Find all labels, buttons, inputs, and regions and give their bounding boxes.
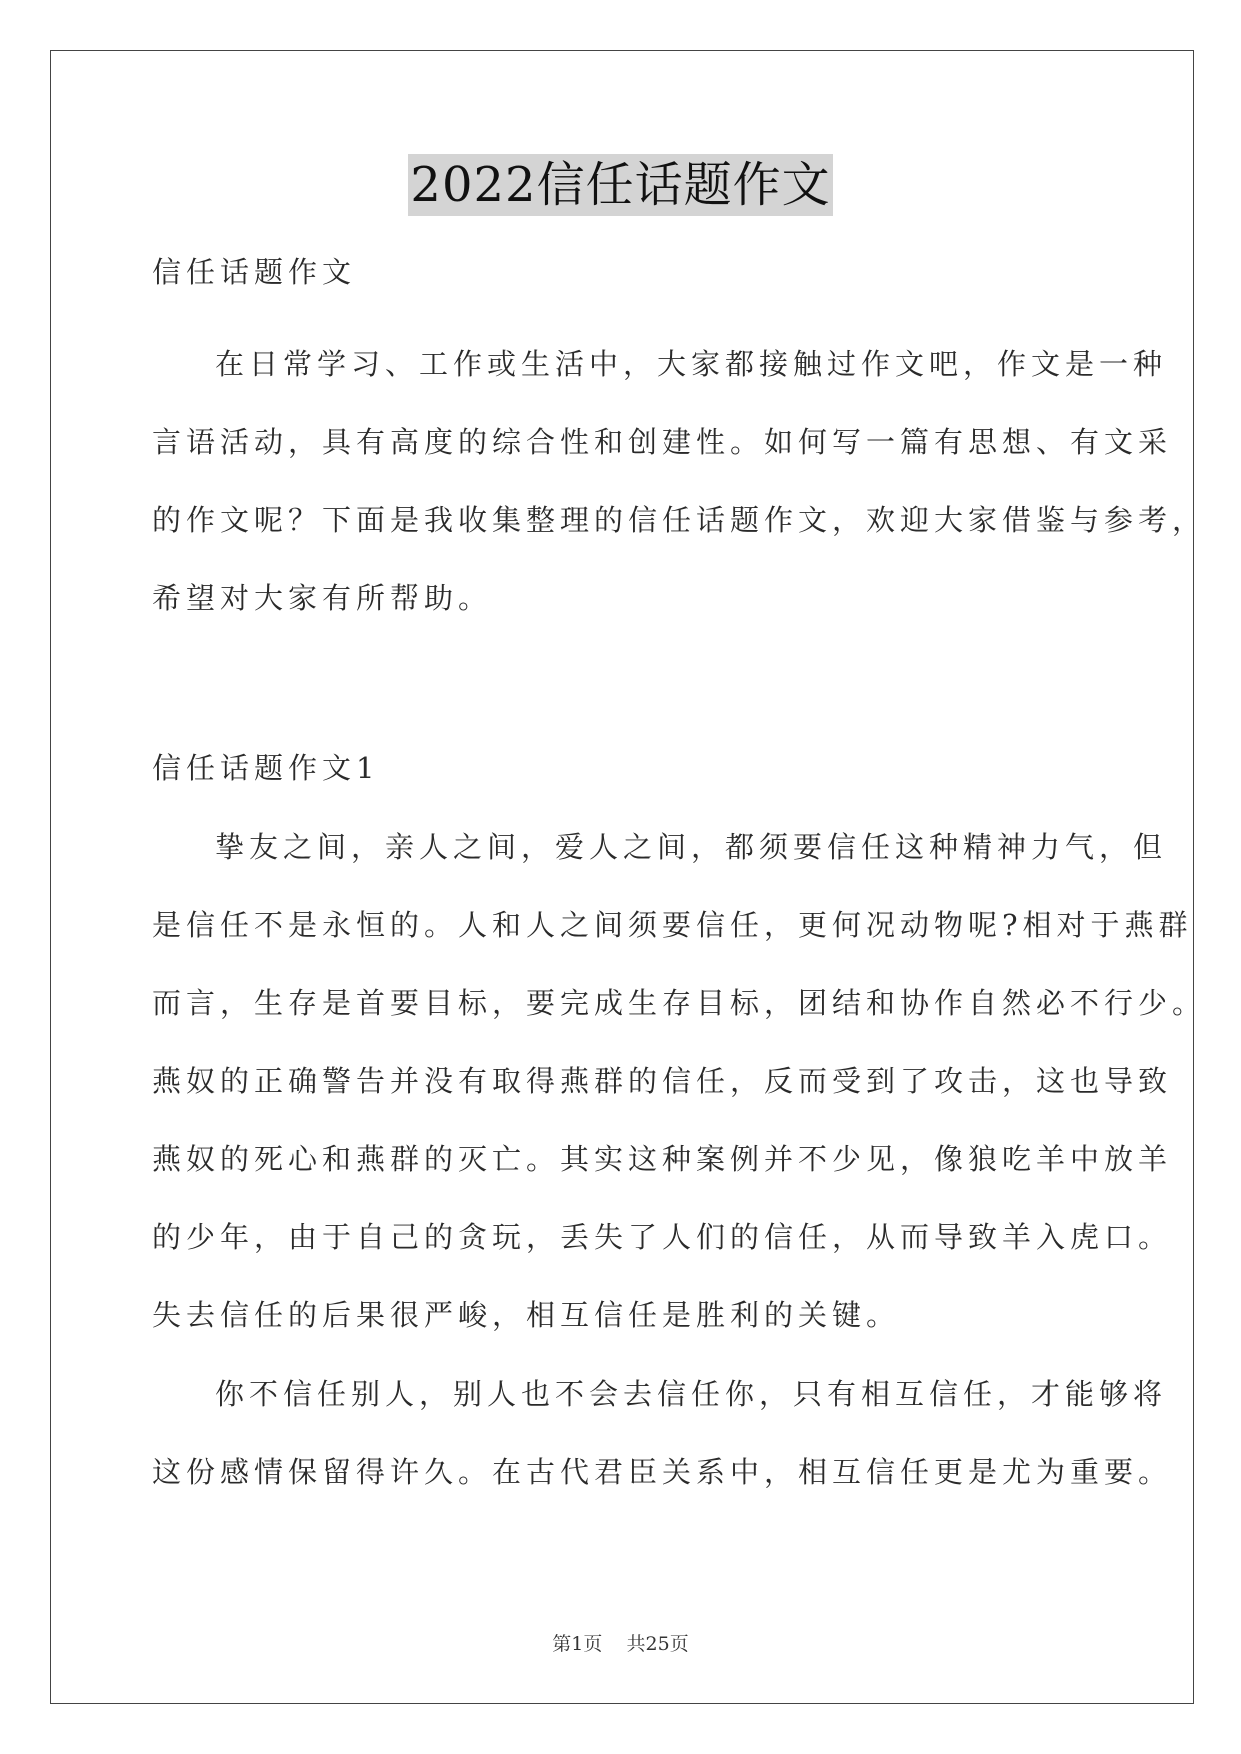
paragraph-line: 失去信任的后果很严峻，相互信任是胜利的关键。 xyxy=(152,1298,901,1332)
footer-total-suffix: 页 xyxy=(669,1633,689,1655)
footer-page-number: 1 xyxy=(571,1633,584,1655)
page-footer xyxy=(0,1632,1241,1656)
paragraph-line: 你不信任别人，别人也不会去信任你，只有相互信任，才能够将 xyxy=(215,1377,1168,1411)
section-heading: 信任话题作文1 xyxy=(152,751,380,785)
subtitle: 信任话题作文 xyxy=(152,255,357,289)
paragraph-line: 在日常学习、工作或生活中，大家都接触过作文吧，作文是一种 xyxy=(215,347,1168,381)
footer-page-suffix: 页 xyxy=(583,1633,603,1655)
paragraph-line: 燕奴的死心和燕群的灭亡。其实这种案例并不少见，像狼吃羊中放羊 xyxy=(152,1142,1173,1176)
paragraph-line: 希望对大家有所帮助。 xyxy=(152,581,493,615)
paragraph-line: 的作文呢？下面是我收集整理的信任话题作文，欢迎大家借鉴与参考， xyxy=(152,503,1207,537)
paragraph-line: 而言，生存是首要目标，要完成生存目标，团结和协作自然必不行少。 xyxy=(152,986,1207,1020)
title-container xyxy=(0,154,1241,216)
paragraph-line: 是信任不是永恒的。人和人之间须要信任，更何况动物呢?相对于燕群 xyxy=(152,908,1193,942)
paragraph-line: 这份感情保留得许久。在古代君臣关系中，相互信任更是尤为重要。 xyxy=(152,1455,1173,1489)
paragraph-line: 言语活动，具有高度的综合性和创建性。如何写一篇有思想、有文采 xyxy=(152,425,1173,459)
footer-page-prefix: 第 xyxy=(552,1633,572,1655)
paragraph-line: 挚友之间，亲人之间，爱人之间，都须要信任这种精神力气，但 xyxy=(215,830,1168,864)
footer-total-pages: 25 xyxy=(645,1633,670,1655)
paragraph-line: 燕奴的正确警告并没有取得燕群的信任，反而受到了攻击，这也导致 xyxy=(152,1064,1173,1098)
document-title: 2022信任话题作文 xyxy=(408,154,832,216)
footer-total-prefix: 共 xyxy=(626,1633,646,1655)
paragraph-line: 的少年，由于自己的贪玩，丢失了人们的信任，从而导致羊入虎口。 xyxy=(152,1220,1173,1254)
